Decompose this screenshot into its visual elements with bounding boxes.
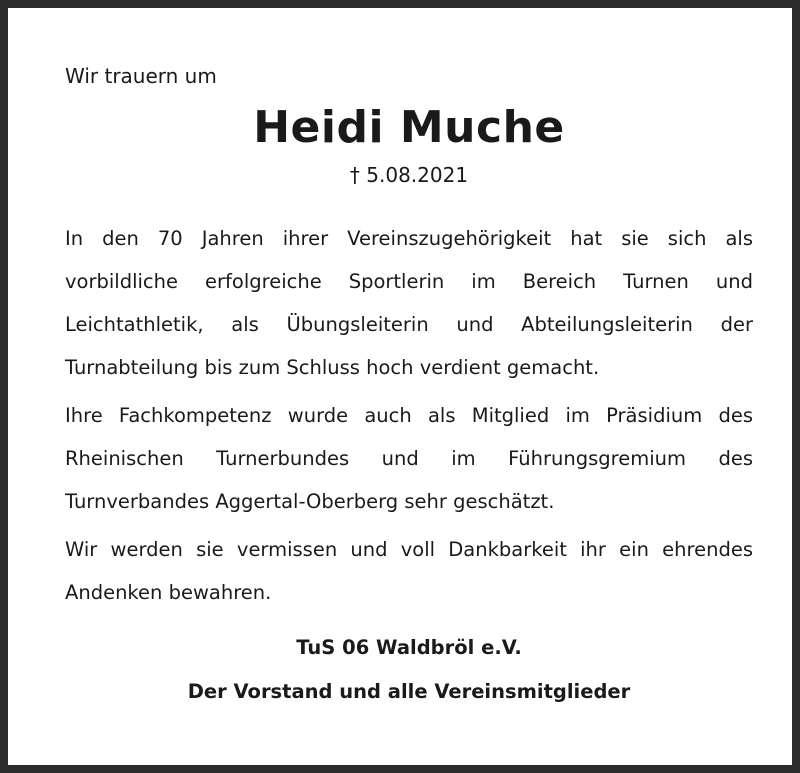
obituary-content — [65, 58, 753, 714]
paragraph-competence: Ihre Fachkompetenz wurde auch als Mitglied im Präsidium des Rheinischen Turnerbundes und im Führungsgremium des Turnverbandes Aggertal-Oberberg sehr geschätzt. — [65, 404, 753, 513]
paragraph-merits: In den 70 Jahren ihrer Vereinszugehörigkeit hat sie sich als vorbildliche erfolgreiche Sportlerin im Bereich Turnen und Leichtathletik, als Übungsleiterin und Abteilungsleiterin der Turnabteilung bis zum Schluss hoch verdient gemacht. — [65, 227, 753, 379]
intro-text: Wir trauern um — [65, 64, 217, 88]
board-signature: Der Vorstand und alle Vereinsmitglieder — [187, 680, 631, 703]
club-name: TuS 06 Waldbröl e.V. — [296, 636, 522, 659]
paragraph-remembrance: Wir werden sie vermissen und voll Dankbarkeit ihr ein ehrendes Andenken bewahren. — [65, 538, 753, 604]
deceased-name: Heidi Muche — [253, 102, 565, 153]
death-date: † 5.08.2021 — [349, 163, 469, 187]
